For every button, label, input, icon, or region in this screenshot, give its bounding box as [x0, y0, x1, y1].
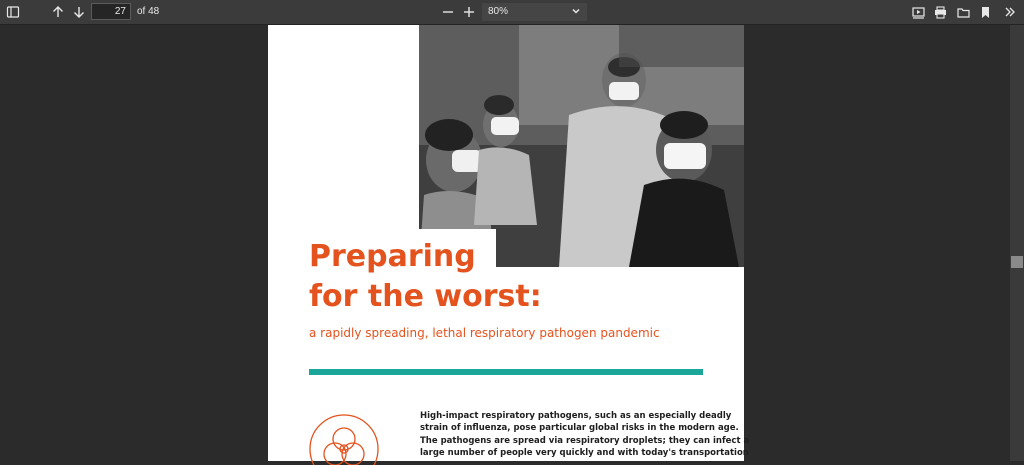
plus-icon: [463, 6, 475, 18]
more-tools-button[interactable]: [1003, 3, 1017, 21]
minus-icon: [442, 6, 454, 18]
page-title: [309, 237, 709, 317]
body-line: strain of influenza, pose particular global risks in the modern age.: [420, 423, 739, 434]
page-number-input[interactable]: [91, 3, 131, 20]
previous-page-button[interactable]: [50, 3, 66, 21]
zoom-out-button[interactable]: [440, 3, 456, 21]
zoom-select[interactable]: [482, 3, 587, 21]
vertical-scrollbar[interactable]: [1010, 25, 1024, 461]
body-line: High-impact respiratory pathogens, such as an especially deadly: [420, 411, 732, 421]
folder-icon: [957, 6, 970, 19]
sidebar-toggle-icon[interactable]: [5, 3, 21, 21]
print-button[interactable]: [933, 3, 947, 21]
presentation-icon: [912, 6, 925, 19]
print-icon: [934, 6, 947, 19]
zoom-in-button[interactable]: [461, 3, 477, 21]
open-file-button[interactable]: [956, 3, 970, 21]
next-page-button[interactable]: [71, 3, 87, 21]
scrollbar-thumb[interactable]: [1011, 256, 1023, 268]
bookmark-icon: [980, 6, 991, 19]
bookmark-button[interactable]: [978, 3, 992, 21]
chevron-down-icon: [571, 6, 581, 16]
double-chevron-right-icon: [1004, 6, 1016, 18]
presentation-mode-button[interactable]: [911, 3, 925, 21]
arrow-up-icon: [51, 5, 65, 19]
section-divider: [309, 369, 703, 375]
title-line-2: for the worst:: [309, 279, 542, 314]
page-total-label: of 48: [137, 6, 160, 17]
body-line: large number of people very quickly and with today's transportation: [420, 447, 749, 458]
body-line: The pathogens are spread via respiratory droplets; they can infect a: [420, 435, 750, 446]
biohazard-icon: [308, 409, 380, 465]
arrow-down-icon: [72, 5, 86, 19]
pdf-toolbar: [0, 0, 1024, 25]
body-paragraph: [420, 410, 750, 459]
page-subtitle: a rapidly spreading, lethal respiratory pathogen pandemic: [309, 326, 660, 340]
zoom-value: 80%: [488, 6, 509, 17]
pdf-page: [268, 25, 750, 461]
title-line-1: Preparing: [309, 239, 476, 274]
